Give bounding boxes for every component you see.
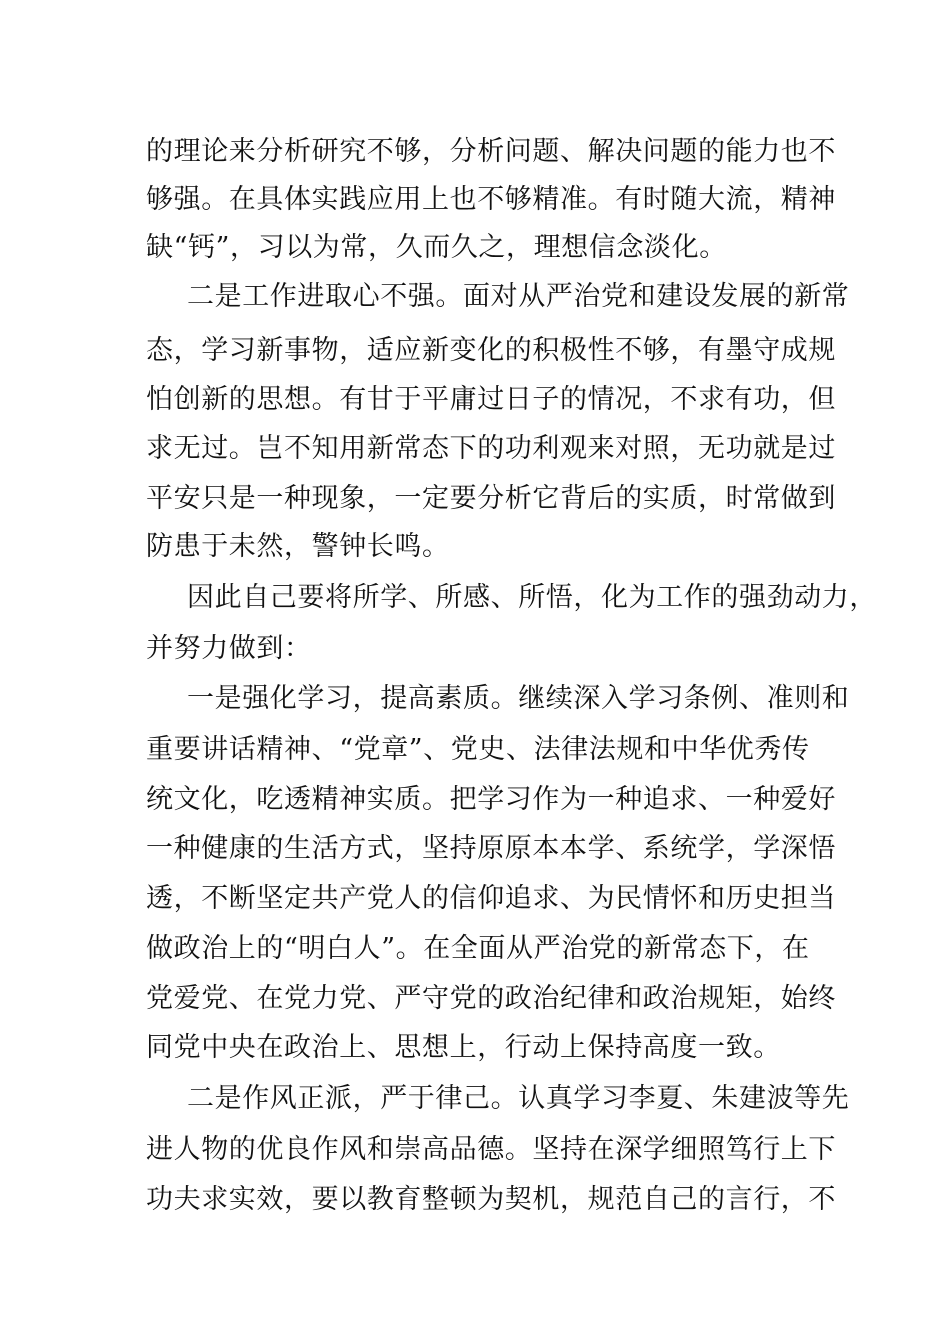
text-line-6: 怕创新的思想。有甘于平庸过日子的情况，不求有功，但	[146, 384, 836, 415]
text-line-15: 一种健康的生活方式，坚持原原本本学、系统学，学深悟	[146, 833, 836, 864]
text-line-21: 进人物的优良作风和崇高品德。坚持在深学细照笃行上下	[146, 1134, 836, 1165]
text-line-13: 重要讲话精神、“党章”、党史、法律法规和中华优秀传	[146, 734, 810, 765]
text-line-22: 功夫求实效，要以教育整顿为契机，规范自己的言行，不	[146, 1184, 836, 1215]
text-line-18: 党爱党、在党力党、严守党的政治纪律和政治规矩，始终	[146, 983, 836, 1014]
paragraph-first-line: 二是工作进取心不强。面对从严治党和建设发展的新常	[187, 281, 850, 312]
text-line-2: 够强。在具体实践应用上也不够精准。有时随大流，精神	[146, 184, 836, 215]
paragraph-first-line: 一是强化学习，提高素质。继续深入学习条例、准则和	[187, 683, 850, 714]
text-line-17: 做政治上的“明白人”。在全面从严治党的新常态下，在	[146, 933, 810, 964]
text-line-9: 防患于未然，警钟长鸣。	[146, 531, 450, 562]
text-line-16: 透，不断坚定共产党人的信仰追求、为民情怀和历史担当	[146, 883, 836, 914]
text-line-3: 缺“钙”，习以为常，久而久之，理想信念淡化。	[146, 232, 727, 263]
text-line-7: 求无过。岂不知用新常态下的功利观来对照，无功就是过	[146, 433, 836, 464]
text-line-1: 的理论来分析研究不够，分析问题、解决问题的能力也不	[146, 136, 836, 167]
text-line-11: 并努力做到：	[146, 633, 312, 664]
text-line-5: 态，学习新事物，适应新变化的积极性不够，有墨守成规	[146, 335, 836, 366]
text-line-19: 同党中央在政治上、思想上，行动上保持高度一致。	[146, 1032, 781, 1063]
paragraph-first-line: 因此自己要将所学、所感、所悟，化为工作的强劲动力，	[187, 582, 877, 613]
text-line-8: 平安只是一种现象，一定要分析它背后的实质，时常做到	[146, 483, 836, 514]
paragraph-first-line: 二是作风正派，严于律己。认真学习李夏、朱建波等先	[187, 1083, 850, 1114]
text-line-14: 统文化，吃透精神实质。把学习作为一种追求、一种爱好	[146, 784, 836, 815]
